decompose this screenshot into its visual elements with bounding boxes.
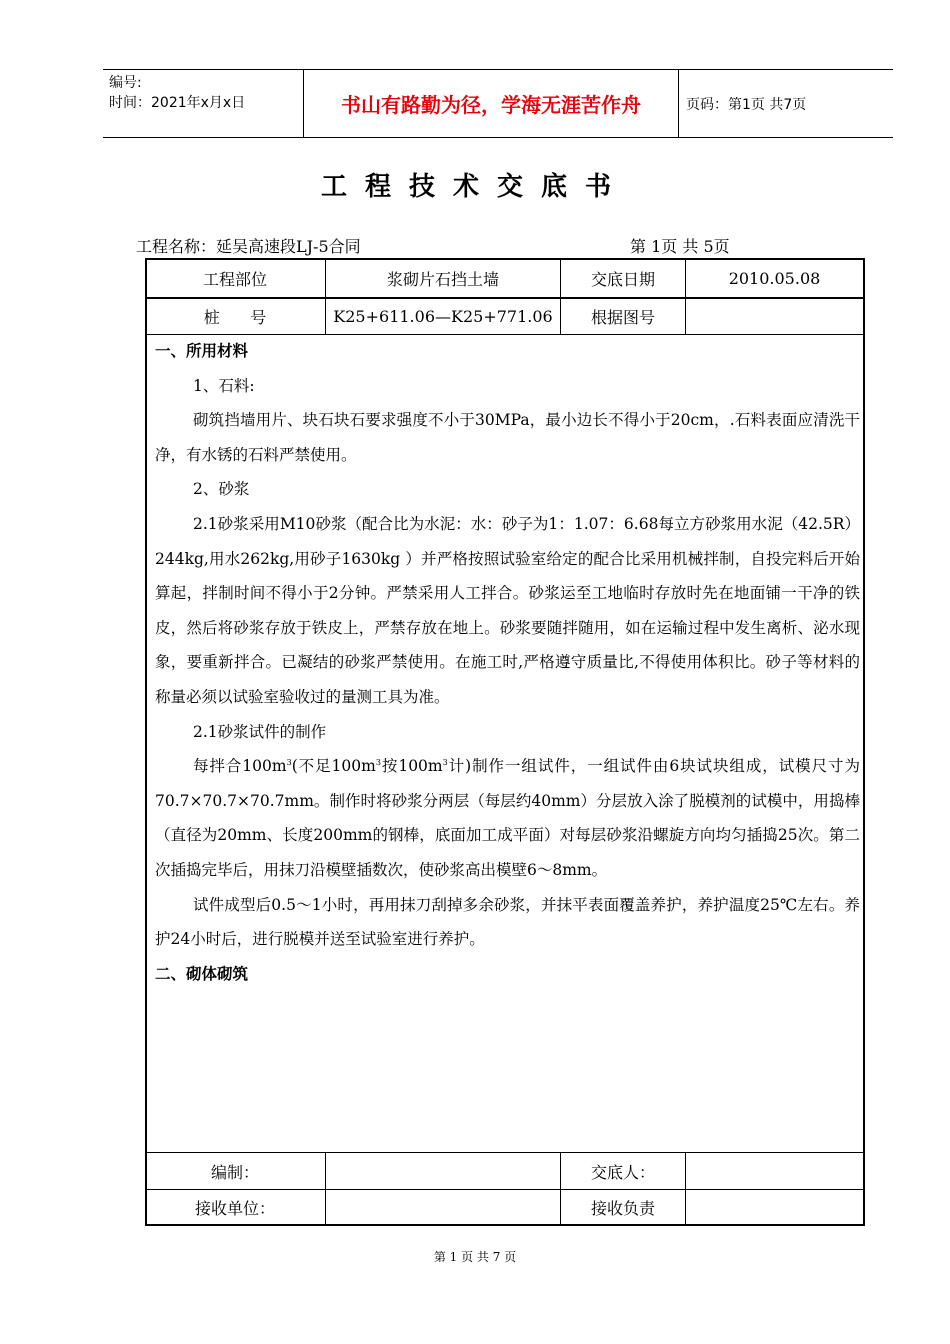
text-run: 按100m xyxy=(380,757,443,776)
cell-project-part-value: 浆砌片石挡土墙 xyxy=(386,270,499,289)
paragraph xyxy=(155,749,860,887)
time-label: 时间：2021年x月x日 xyxy=(109,95,246,111)
superscript: 3 xyxy=(286,757,292,767)
superscript: 3 xyxy=(375,757,381,767)
page-info: 第 1页 共 5页 xyxy=(630,237,730,256)
cell-drawing-label: 根据图号 xyxy=(590,308,655,327)
text-run: 计)制作一组试件，一组试件由6块试块组成，试模尺寸为70.7×70.7×70.7mm。制作时将砂浆分两层（每层约40mm）分层放入涂了脱模剂的试模中，用捣棒（直径为20mm、长度200mm的钢棒，底面加工成平面）对每层砂浆沿螺旋方向均匀插捣25次。第二次插捣完毕后，用抹刀沿模壁插数次，使砂浆高出模壁6～8mm。 xyxy=(155,757,860,879)
section-title: 二、砌体砌筑 xyxy=(155,964,249,983)
text-run: (不足100m xyxy=(291,757,376,776)
code-label: 编号: xyxy=(109,75,142,91)
cell-compiler-label: 编制： xyxy=(210,1162,259,1182)
text-run: 每拌合100m xyxy=(193,757,287,776)
cell-project-part-label: 工程部位 xyxy=(202,270,267,289)
cell-station-value: K25+611.06—K25+771.06 xyxy=(333,307,553,326)
subsection-title: 1、石料: xyxy=(193,376,255,395)
cell-date-label: 交底日期 xyxy=(590,270,655,289)
paragraph: 试件成型后0.5～1小时，再用抹刀刮掉多余砂浆，并抹平表面覆盖养护，养护温度25℃左右。养护24小时后，进行脱模并送至试验室进行养护。 xyxy=(155,895,860,949)
page-footer: 第 1 页 共 7 页 xyxy=(433,1250,517,1264)
paragraph: 2.1砂浆采用M10砂浆（配合比为水泥：水：砂子为1：1.07：6.68每立方砂浆用水泥（42.5R）244kg,用水262kg,用砂子1630kg ）并严格按照试验室给定的配合比采用机械拌制，自投完料后开始算起，拌制时间不得小于2分钟。严禁采用人工拌合。砂浆运至工地临时存放时先在地面铺一干净的铁皮，然后将砂浆存放于铁皮上，严禁存放在地上。砂浆要随拌随用，如在运输过程中发生离析、泌水现象，要重新拌合。已凝结的砂浆严禁使用。在施工时,严格遵守质量比,不得使用体积比。砂子等材料的称量必须以试验室验收过的量测工具为准。 xyxy=(155,514,860,706)
page-code: 页码：第1页 共7页 xyxy=(686,96,807,113)
subsection-title: 2、砂浆 xyxy=(193,480,250,499)
header-meta xyxy=(103,70,303,137)
cell-drawing-value xyxy=(686,299,863,334)
cell-receiver-label: 接收单位： xyxy=(194,1199,275,1218)
header-banner xyxy=(103,69,893,138)
cell-compiler-value xyxy=(326,1153,560,1189)
subsection-title: 2.1砂浆试件的制作 xyxy=(193,722,327,741)
cell-date-value: 2010.05.08 xyxy=(728,269,821,288)
paragraph: 砌筑挡墙用片、块石块石要求强度不小于30MPa，最小边长不得小于20cm，.石料表面应清洗干净，有水锈的石料严禁使用。 xyxy=(155,411,860,464)
disclosure-content xyxy=(155,334,860,991)
section-title: 一、所用材料 xyxy=(155,342,249,360)
document-title: 工程技术交底书 xyxy=(320,172,629,202)
project-name: 工程名称：延吴高速段LJ-5合同 xyxy=(136,237,361,256)
cell-station-label: 桩 号 xyxy=(203,308,267,327)
superscript: 3 xyxy=(442,757,448,767)
cell-receiver-value xyxy=(326,1190,560,1225)
motto: 书山有路勤为径，学海无涯苦作舟 xyxy=(303,70,679,137)
cell-receiver-lead-label: 接收负责 xyxy=(590,1199,655,1218)
cell-discloser-value xyxy=(686,1153,863,1189)
cell-receiver-lead-value xyxy=(686,1190,863,1225)
cell-discloser-label: 交底人： xyxy=(590,1162,655,1182)
